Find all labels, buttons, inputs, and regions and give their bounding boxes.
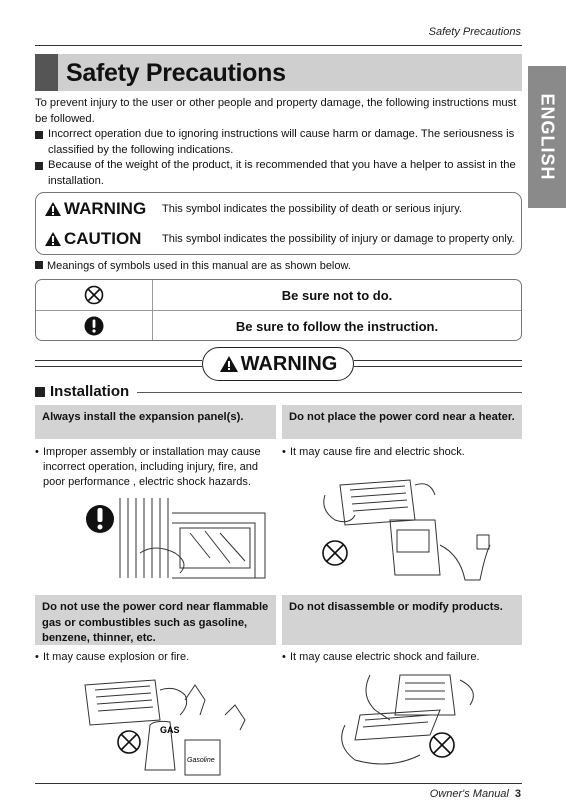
title-accent-block — [35, 54, 58, 91]
warning-triangle-icon — [44, 201, 62, 217]
intro-bullet — [35, 158, 523, 189]
mandatory-icon-cell — [36, 311, 153, 341]
page-footer — [0, 788, 521, 800]
prohibited-icon — [118, 731, 140, 753]
warning-banner-label: WARNING — [240, 352, 338, 375]
banner-rule — [354, 366, 522, 367]
symbols-row-text: Be sure not to do. — [281, 287, 393, 303]
prohibited-icon-cell — [36, 280, 153, 310]
instruction-note-text: • It may cause explosion or fire. — [35, 650, 276, 665]
section-rule — [137, 392, 522, 393]
expansion-panel-illustration — [80, 493, 275, 583]
intro-bullet-text: Because of the weight of the product, it is recommended that you have a helper to assist in the installation. — [48, 159, 516, 187]
intro-bullet — [35, 127, 523, 158]
square-bullet-icon — [35, 387, 45, 397]
warning-label: WARNING — [44, 199, 162, 219]
symbols-row — [36, 311, 521, 341]
instruction-note — [282, 650, 522, 665]
prohibited-icon — [84, 285, 104, 305]
symbols-table — [35, 279, 522, 341]
symbols-row-text: Be sure to follow the instruction. — [235, 318, 439, 334]
footer-rule — [35, 783, 522, 784]
caution-label: CAUTION — [44, 229, 162, 249]
banner-rule — [354, 360, 522, 361]
symbols-row — [36, 280, 521, 310]
square-bullet-icon — [35, 131, 43, 139]
gas-label: GAS — [160, 725, 180, 735]
disassemble-illustration — [330, 665, 515, 775]
intro-text — [35, 96, 523, 189]
instruction-heading: Do not disassemble or modify products. — [282, 595, 522, 645]
hazard-levels-box — [35, 192, 522, 255]
banner-rule — [35, 360, 202, 361]
caution-description: This symbol indicates the possibility of injury or damage to property only. — [162, 233, 515, 245]
instruction-note — [35, 650, 276, 665]
instruction-note-text: • It may cause fire and electric shock. — [282, 445, 522, 460]
warning-description: This symbol indicates the possibility of death or serious injury. — [162, 203, 462, 215]
instruction-note-text: • Improper assembly or installation may cause incorrect operation, including injury, fire, and poor performance , electric shock hazards. — [35, 445, 276, 490]
banner-rule — [35, 366, 202, 367]
symbols-intro: Meanings of symbols used in this manual are as shown below. — [35, 260, 351, 272]
instruction-heading: Do not use the power cord near flammable gas or combustibles such as gasoline, benzene, thinner, etc. — [35, 595, 276, 645]
page-title: Safety Precautions — [66, 59, 286, 87]
prohibited-icon — [430, 733, 454, 757]
instruction-note — [35, 445, 276, 490]
gasoline-label: Gasoline — [187, 757, 215, 764]
warning-banner — [202, 347, 354, 381]
flammable-gas-illustration — [75, 670, 275, 780]
page-number: 3 — [514, 788, 521, 800]
language-tab-label: ENGLISH — [537, 93, 558, 181]
instruction-heading: Do not place the power cord near a heater. — [282, 405, 522, 439]
instruction-note — [282, 445, 522, 460]
section-heading: Installation — [35, 383, 129, 400]
language-tab — [528, 66, 566, 208]
heater-cord-illustration — [315, 465, 515, 590]
square-bullet-icon — [35, 162, 43, 170]
caution-triangle-icon — [44, 231, 62, 247]
mandatory-icon — [84, 316, 104, 336]
running-header: Safety Precautions — [428, 26, 521, 38]
warning-triangle-icon — [219, 355, 239, 373]
caution-level-row — [44, 226, 515, 252]
warning-level-row — [44, 196, 462, 222]
prohibited-icon — [323, 541, 347, 565]
intro-bullet-text: Incorrect operation due to ignoring instructions will cause harm or damage. The seriousness is classified by the following indications. — [48, 128, 515, 156]
intro-lead: To prevent injury to the user or other people and property damage, the following instructions must be followed. — [35, 97, 517, 125]
instruction-heading: Always install the expansion panel(s). — [35, 405, 276, 439]
footer-manual: Owner's Manual — [429, 788, 509, 800]
square-bullet-icon — [35, 261, 43, 269]
header-rule — [35, 45, 522, 46]
instruction-note-text: • It may cause electric shock and failure. — [282, 650, 522, 665]
